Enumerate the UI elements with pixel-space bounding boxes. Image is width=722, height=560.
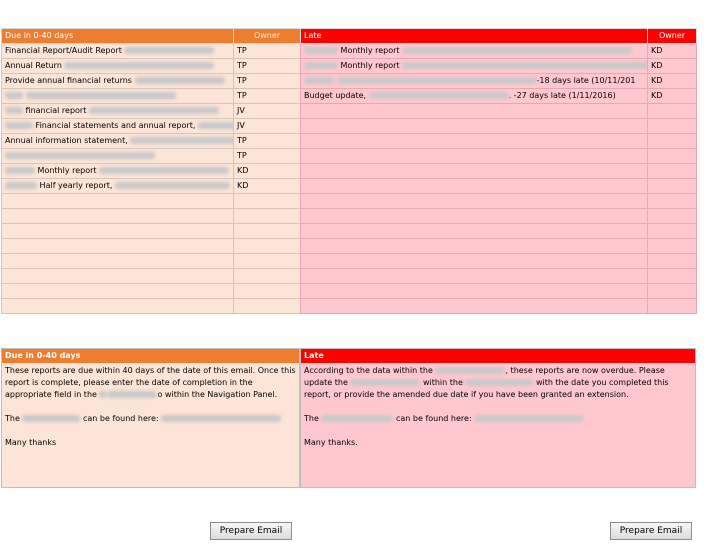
- owner-cell: [648, 179, 697, 194]
- redacted-text: [337, 77, 537, 84]
- report-cell: [301, 269, 648, 284]
- report-cell: [2, 179, 234, 194]
- report-name: financial report: [25, 106, 87, 115]
- report-name: Monthly report: [37, 166, 97, 175]
- report-cell: [2, 149, 234, 164]
- report-cell: [301, 149, 648, 164]
- table-row[interactable]: [2, 284, 301, 299]
- redacted-text: [350, 379, 420, 386]
- late-email-text: The: [304, 414, 319, 423]
- table-row[interactable]: [301, 179, 697, 194]
- report-name: Monthly report: [340, 46, 400, 55]
- report-name: Monthly report: [340, 61, 400, 70]
- table-row[interactable]: [2, 299, 301, 314]
- report-cell: [301, 89, 648, 104]
- table-row[interactable]: [301, 89, 697, 104]
- late-table-title: Late: [301, 29, 648, 44]
- table-row[interactable]: [301, 254, 697, 269]
- report-cell: [2, 134, 234, 149]
- table-row[interactable]: [2, 164, 301, 179]
- report-cell: [2, 164, 234, 179]
- owner-cell: TP: [234, 44, 301, 59]
- report-cell: [2, 119, 234, 134]
- report-cell: [2, 194, 234, 209]
- report-name: Financial Report/Audit Report: [5, 46, 122, 55]
- owner-cell: TP: [234, 134, 301, 149]
- owner-cell: TP: [234, 89, 301, 104]
- report-cell: [2, 254, 234, 269]
- owner-cell: [648, 194, 697, 209]
- table-row[interactable]: [2, 224, 301, 239]
- report-cell: [301, 134, 648, 149]
- redacted-text: [89, 107, 219, 114]
- redacted-link: [161, 415, 281, 422]
- owner-cell: KD: [648, 89, 697, 104]
- report-cell: [301, 194, 648, 209]
- redacted-text: [135, 77, 225, 84]
- owner-cell: [234, 254, 301, 269]
- table-row[interactable]: [301, 59, 697, 74]
- due-email-para2: can be found here:: [82, 414, 159, 423]
- owner-cell: [648, 224, 697, 239]
- report-cell: [2, 74, 234, 89]
- owner-cell: [234, 224, 301, 239]
- owner-cell: KD: [234, 179, 301, 194]
- report-name: Budget update,: [304, 91, 367, 100]
- table-row[interactable]: [2, 149, 301, 164]
- owner-cell: [234, 239, 301, 254]
- owner-cell: [648, 104, 697, 119]
- redacted-text: [130, 137, 233, 144]
- due-email-signoff: Many thanks: [5, 438, 57, 447]
- owner-cell: TP: [234, 74, 301, 89]
- redacted-text: [304, 77, 334, 84]
- redacted-text: [64, 62, 214, 69]
- table-row[interactable]: [2, 59, 301, 74]
- due-table-owner-header: Owner: [234, 29, 301, 44]
- due-email-para1-end: within the Navigation Panel.: [164, 390, 278, 399]
- due-table: [1, 28, 301, 314]
- owner-cell: [648, 149, 697, 164]
- redacted-text: [5, 182, 37, 189]
- due-email-body[interactable]: These reports are due within 40 days of the date of this email. Once this report is complete, please enter the date of completion in the appropriate field in the o within the Navigation Panel. The can be found here: Many thanks: [5, 366, 296, 447]
- owner-cell: [648, 269, 697, 284]
- owner-cell: [648, 119, 697, 134]
- owner-cell: JV: [234, 104, 301, 119]
- redacted-text: [465, 379, 533, 386]
- report-cell: [301, 284, 648, 299]
- report-cell: [2, 89, 234, 104]
- redacted-link: [474, 415, 584, 422]
- table-row[interactable]: [301, 74, 697, 89]
- table-row[interactable]: [301, 284, 697, 299]
- late-email-body[interactable]: [301, 363, 695, 463]
- redacted-text: [22, 415, 80, 422]
- table-row[interactable]: [301, 164, 697, 179]
- owner-cell: [234, 284, 301, 299]
- late-email-text: with the date you completed this report, or provide the amended due date if you have been granted an extension.: [304, 378, 669, 399]
- late-email-title: Late: [301, 349, 695, 363]
- prepare-email-due-button[interactable]: Prepare Email: [210, 522, 292, 540]
- report-name: Financial statements and annual report,: [35, 121, 196, 130]
- report-cell: [301, 164, 648, 179]
- report-cell: [2, 269, 234, 284]
- table-row[interactable]: [301, 239, 697, 254]
- report-cell: [2, 209, 234, 224]
- table-row[interactable]: [2, 119, 301, 134]
- due-email-para1: These reports are due within 40 days of the date of this email. Once this report is complete, please enter the date of completion in the appropriate field in the: [5, 366, 296, 399]
- table-row[interactable]: [2, 239, 301, 254]
- report-cell: [2, 299, 234, 314]
- report-cell: [301, 224, 648, 239]
- table-row[interactable]: [301, 134, 697, 149]
- report-cell: [2, 44, 234, 59]
- redacted-text: [402, 62, 647, 69]
- report-cell: [2, 59, 234, 74]
- report-cell: [301, 119, 648, 134]
- table-row[interactable]: [2, 269, 301, 284]
- table-row[interactable]: [301, 194, 697, 209]
- due-email-title: Due in 0-40 days: [2, 349, 299, 363]
- report-cell: [301, 209, 648, 224]
- report-suffix: . -27 days late (1/11/2016): [508, 91, 616, 100]
- report-cell: [301, 299, 648, 314]
- report-cell: [301, 74, 648, 89]
- prepare-email-late-button[interactable]: Prepare Email: [610, 522, 692, 540]
- owner-cell: [234, 209, 301, 224]
- owner-cell: [234, 269, 301, 284]
- redacted-text: [5, 167, 35, 174]
- redacted-text: [124, 47, 214, 54]
- late-email-text: within the: [422, 378, 463, 387]
- redacted-text: [304, 62, 338, 69]
- late-table: [300, 28, 697, 314]
- report-name: Annual information statement,: [5, 136, 128, 145]
- owner-cell: KD: [648, 59, 697, 74]
- table-row[interactable]: [2, 209, 301, 224]
- report-cell: [301, 104, 648, 119]
- late-table-owner-header: Owner: [648, 29, 697, 44]
- owner-cell: JV: [234, 119, 301, 134]
- table-row[interactable]: [301, 119, 697, 134]
- late-email-text: can be found here:: [395, 414, 472, 423]
- report-cell: [2, 104, 234, 119]
- redacted-text: [5, 107, 23, 114]
- report-cell: [2, 284, 234, 299]
- owner-cell: [648, 284, 697, 299]
- report-name: Provide annual financial returns: [5, 76, 132, 85]
- redacted-text: [198, 122, 234, 129]
- owner-cell: KD: [648, 44, 697, 59]
- owner-cell: TP: [234, 149, 301, 164]
- owner-cell: [648, 299, 697, 314]
- table-row[interactable]: [2, 44, 301, 59]
- redacted-text: [304, 47, 338, 54]
- redacted-text: [5, 122, 33, 129]
- table-row[interactable]: [2, 74, 301, 89]
- redacted-text: [99, 391, 107, 398]
- owner-cell: [648, 254, 697, 269]
- report-cell: [301, 239, 648, 254]
- table-row[interactable]: [301, 269, 697, 284]
- owner-cell: TP: [234, 59, 301, 74]
- late-email-signoff: Many thanks.: [304, 438, 358, 447]
- redacted-text: [321, 415, 393, 422]
- redacted-text: [26, 92, 176, 99]
- late-email-text: According to the data within the: [304, 366, 433, 375]
- redacted-text: [99, 167, 229, 174]
- redacted-text: [402, 47, 632, 54]
- table-row[interactable]: [2, 104, 301, 119]
- table-row[interactable]: [301, 149, 697, 164]
- redacted-text: [5, 92, 23, 99]
- table-row[interactable]: [2, 179, 301, 194]
- due-email-para2-prefix: The: [5, 414, 20, 423]
- table-row[interactable]: [2, 194, 301, 209]
- owner-cell: [648, 239, 697, 254]
- report-cell: [301, 179, 648, 194]
- owner-cell: [234, 299, 301, 314]
- report-cell: [301, 254, 648, 269]
- table-row[interactable]: [301, 299, 697, 314]
- owner-cell: KD: [648, 74, 697, 89]
- report-cell: [301, 59, 648, 74]
- redacted-text: [107, 391, 157, 398]
- table-row[interactable]: [2, 254, 301, 269]
- owner-cell: KD: [234, 164, 301, 179]
- due-email-panel: [1, 348, 300, 488]
- owner-cell: [648, 134, 697, 149]
- table-row[interactable]: [2, 89, 301, 104]
- redacted-text: [115, 182, 230, 189]
- owner-cell: [234, 194, 301, 209]
- late-email-panel: [300, 348, 696, 488]
- report-cell: [301, 44, 648, 59]
- report-cell: [2, 239, 234, 254]
- table-row[interactable]: [301, 44, 697, 59]
- table-row[interactable]: [2, 134, 301, 149]
- redacted-text: [369, 92, 509, 99]
- table-row[interactable]: [301, 209, 697, 224]
- table-row[interactable]: [301, 104, 697, 119]
- redacted-text: [5, 152, 155, 159]
- redacted-text: [435, 367, 505, 374]
- late-email-text: , these reports are now overdue. Please update the: [304, 366, 665, 387]
- owner-cell: [648, 164, 697, 179]
- report-cell: [2, 224, 234, 239]
- report-name: Annual Return: [5, 61, 62, 70]
- report-name: -18 days late (10/11/201: [536, 76, 636, 85]
- table-row[interactable]: [301, 224, 697, 239]
- owner-cell: [648, 209, 697, 224]
- report-name: Half yearly report,: [39, 181, 113, 190]
- due-table-title: Due in 0-40 days: [2, 29, 234, 44]
